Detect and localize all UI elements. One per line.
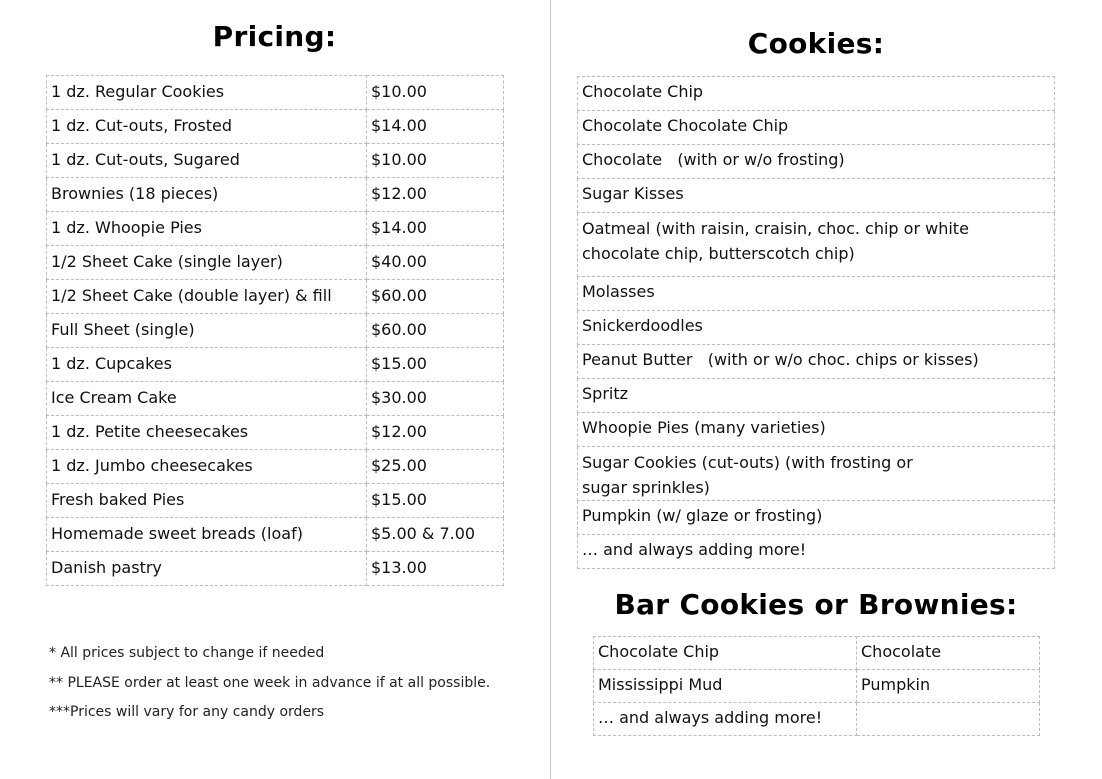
table-row [47, 246, 504, 280]
pricing-price: $60.00 [367, 314, 504, 348]
table-row [47, 110, 504, 144]
cookie-item: Whoopie Pies (many varieties) [578, 413, 1055, 447]
pricing-item: Danish pastry [47, 552, 367, 586]
cookie-item: Oatmeal (with raisin, craisin, choc. chip or white chocolate chip, butterscotch chip) [578, 213, 1055, 277]
pricing-notes [49, 642, 490, 731]
pricing-price: $60.00 [367, 280, 504, 314]
pricing-price: $10.00 [367, 76, 504, 110]
table-row [47, 518, 504, 552]
cookie-item: Chocolate (with or w/o frosting) [578, 145, 1055, 179]
cookie-item: … and always adding more! [578, 535, 1055, 569]
table-row [47, 178, 504, 212]
pricing-price: $30.00 [367, 382, 504, 416]
pricing-item: 1 dz. Regular Cookies [47, 76, 367, 110]
bar-cookie-item: … and always adding more! [594, 703, 857, 736]
table-row [47, 144, 504, 178]
pricing-table [46, 75, 504, 586]
cookie-item: Chocolate Chocolate Chip [578, 111, 1055, 145]
table-row [594, 703, 1040, 736]
cookie-item: Sugar Kisses [578, 179, 1055, 213]
note-price-change: * All prices subject to change if needed [49, 645, 325, 661]
table-row [47, 348, 504, 382]
cookie-item: Spritz [578, 379, 1055, 413]
table-row [578, 213, 1055, 277]
table-row [578, 145, 1055, 179]
table-row [578, 277, 1055, 311]
table-row [578, 311, 1055, 345]
pricing-item: Brownies (18 pieces) [47, 178, 367, 212]
cookie-item: Snickerdoodles [578, 311, 1055, 345]
table-row [578, 447, 1055, 501]
page-divider [550, 0, 551, 779]
table-row [47, 552, 504, 586]
bar-cookies-title: Bar Cookies or Brownies: [614, 588, 1018, 621]
pricing-price: $15.00 [367, 348, 504, 382]
pricing-price: $13.00 [367, 552, 504, 586]
table-row [594, 670, 1040, 703]
note-order-advance: ** PLEASE order at least one week in advance if at all possible. [49, 674, 491, 691]
table-row [578, 179, 1055, 213]
cookie-item: Pumpkin (w/ glaze or frosting) [578, 501, 1055, 535]
bar-cookie-item: Mississippi Mud [594, 670, 857, 703]
table-row [47, 280, 504, 314]
table-row [578, 535, 1055, 569]
pricing-item: 1 dz. Petite cheesecakes [47, 416, 367, 450]
table-row [578, 501, 1055, 535]
bar-cookie-item: Chocolate [857, 637, 1040, 670]
pricing-price: $5.00 & 7.00 [367, 518, 504, 552]
cookies-table [577, 76, 1055, 569]
table-row [578, 111, 1055, 145]
pricing-item: 1 dz. Cut-outs, Frosted [47, 110, 367, 144]
table-row [594, 637, 1040, 670]
table-row [47, 382, 504, 416]
pricing-item: 1 dz. Cut-outs, Sugared [47, 144, 367, 178]
pricing-item: Full Sheet (single) [47, 314, 367, 348]
pricing-item: 1 dz. Cupcakes [47, 348, 367, 382]
bar-cookie-item: Chocolate Chip [594, 637, 857, 670]
pricing-price: $15.00 [367, 484, 504, 518]
table-row [578, 77, 1055, 111]
pricing-price: $12.00 [367, 416, 504, 450]
cookie-item: Sugar Cookies (cut-outs) (with frosting or sugar sprinkles) [578, 447, 1055, 501]
table-row [47, 484, 504, 518]
pricing-item: 1 dz. Jumbo cheesecakes [47, 450, 367, 484]
cookie-item: Molasses [578, 277, 1055, 311]
table-row [578, 345, 1055, 379]
pricing-item: 1/2 Sheet Cake (double layer) & fill [47, 280, 367, 314]
table-row [47, 450, 504, 484]
table-row [47, 314, 504, 348]
cookie-item: Chocolate Chip [578, 77, 1055, 111]
pricing-item: 1 dz. Whoopie Pies [47, 212, 367, 246]
cookies-title: Cookies: [747, 27, 885, 60]
cookie-item: Peanut Butter (with or w/o choc. chips or kisses) [578, 345, 1055, 379]
pricing-title: Pricing: [212, 20, 337, 53]
table-row [47, 416, 504, 450]
pricing-item: 1/2 Sheet Cake (single layer) [47, 246, 367, 280]
pricing-item: Homemade sweet breads (loaf) [47, 518, 367, 552]
pricing-price: $10.00 [367, 144, 504, 178]
table-row [47, 76, 504, 110]
pricing-price: $14.00 [367, 110, 504, 144]
note-candy-orders: ***Prices will vary for any candy orders [49, 704, 325, 720]
pricing-item: Ice Cream Cake [47, 382, 367, 416]
bar-cookie-item [857, 703, 1040, 736]
pricing-price: $12.00 [367, 178, 504, 212]
bar-cookie-item: Pumpkin [857, 670, 1040, 703]
table-row [578, 379, 1055, 413]
bar-cookies-table [593, 636, 1040, 736]
pricing-item: Fresh baked Pies [47, 484, 367, 518]
table-row [47, 212, 504, 246]
table-row [578, 413, 1055, 447]
pricing-price: $40.00 [367, 246, 504, 280]
pricing-price: $14.00 [367, 212, 504, 246]
pricing-price: $25.00 [367, 450, 504, 484]
